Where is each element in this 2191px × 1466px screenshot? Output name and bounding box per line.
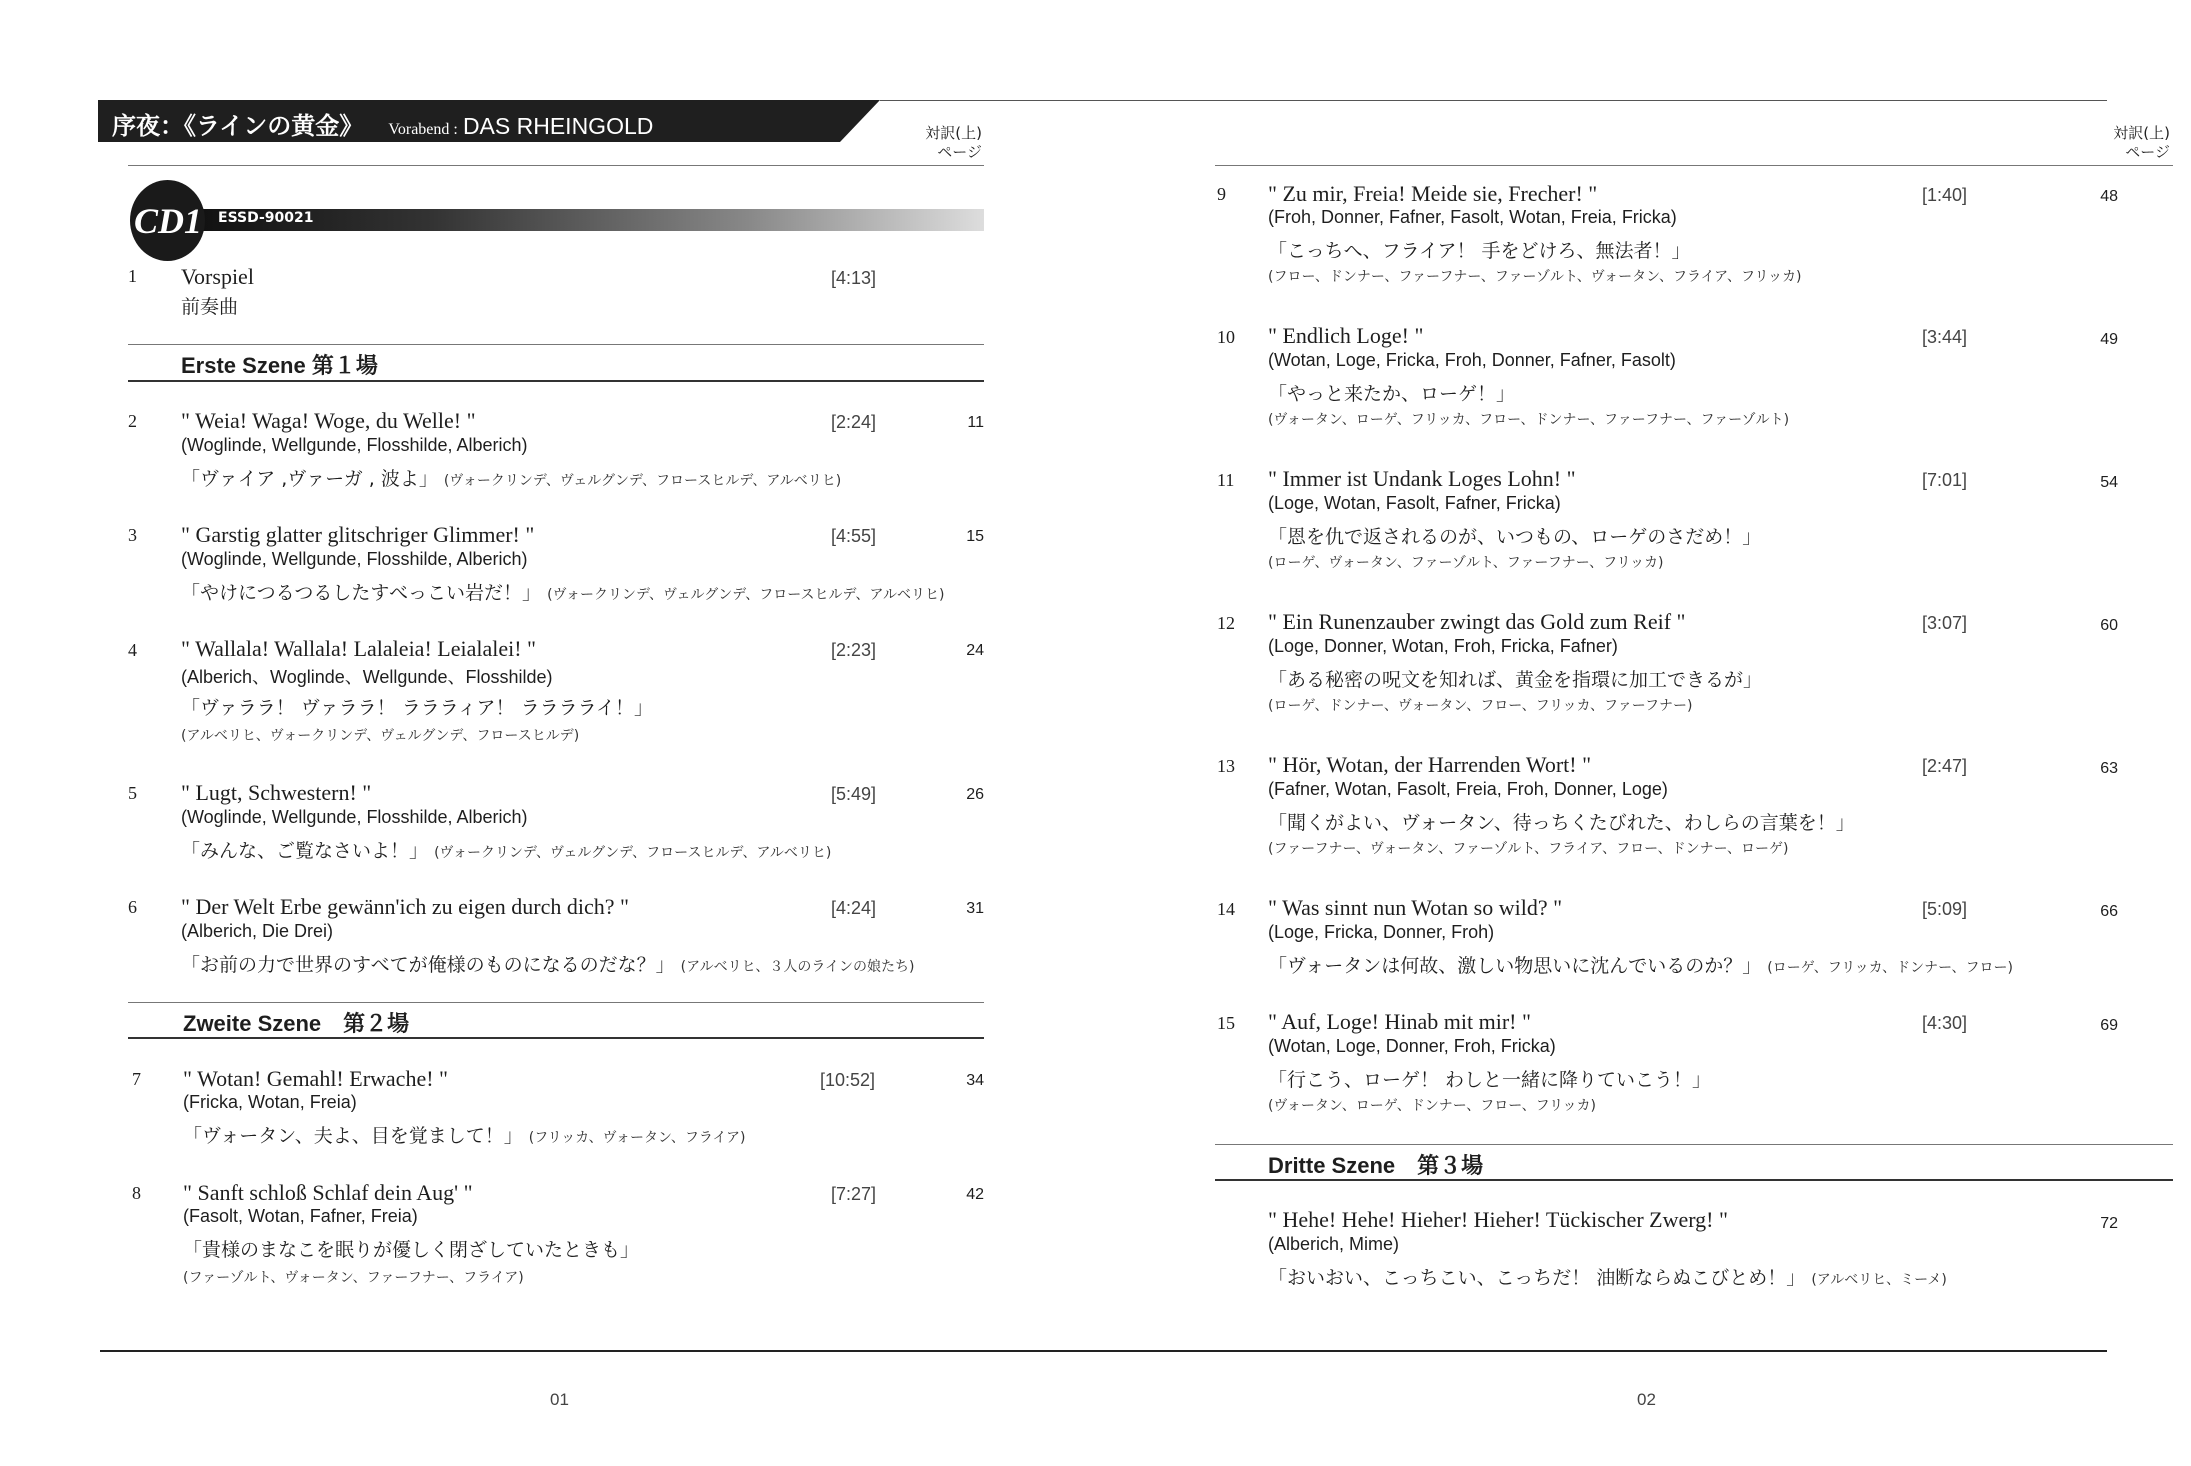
- track-title: " Endlich Loge! ": [1268, 323, 1424, 348]
- track-cast-ja: (ローゲ、フリッカ、ドンナー、フロー): [1767, 960, 2013, 976]
- track-title-ja: [183, 1121, 746, 1148]
- track-cast: (Wotan, Loge, Donner, Froh, Fricka): [1268, 1036, 1556, 1056]
- track-cast-ja: (ローゲ、ヴォータン、ファーゾルト、ファーフナー、フリッカ): [1268, 555, 1664, 571]
- track-title-ja: [1268, 951, 2013, 978]
- track-cast: (Wotan, Loge, Fricka, Froh, Donner, Fafner, Fasolt): [1268, 350, 1676, 370]
- header-rule: [880, 100, 1095, 101]
- header-title: [112, 106, 653, 141]
- track-cast-ja: (ファーフナー、ヴォータン、ファーゾルト、フライア、フロー、ドンナー、ローゲ): [1268, 841, 1789, 857]
- header-rule: [1095, 100, 2107, 101]
- track-page: 48: [2100, 188, 2118, 205]
- track-cast: (Alberich, Mime): [1268, 1234, 1400, 1254]
- track-title: " Wallala! Wallala! Lalaleia! Leialalei! ": [181, 636, 537, 661]
- track-number: 12: [1217, 613, 1235, 633]
- track-page: 11: [967, 414, 984, 431]
- track-page: 54: [2100, 474, 2118, 491]
- track-cast: (Froh, Donner, Fafner, Fasolt, Wotan, Freia, Fricka): [1268, 207, 1677, 227]
- track-title-ja-text: 「お前の力で世界のすべてが俺様のものになるのだな？」: [181, 954, 675, 976]
- track-title-ja-text: 「ヴォータンは何故、激しい物思いに沈んでいるのか？」: [1268, 955, 1762, 977]
- track-cast-ja: (フリッカ、ヴォータン、フライア): [528, 1130, 746, 1146]
- track-number: 4: [128, 640, 137, 660]
- track-cast: (Woglinde, Wellgunde, Flosshilde, Alberich): [181, 807, 528, 827]
- track-number: 11: [1217, 470, 1235, 490]
- track-time: [7:01]: [1922, 470, 1968, 490]
- track-page: 63: [2100, 760, 2118, 777]
- footer-rule: [100, 1350, 1095, 1352]
- track-title-ja: 「貴様のまなこを眠りが優しく閉ざしていたときも」: [183, 1239, 640, 1261]
- track-number: 7: [132, 1069, 141, 1089]
- track-cast-ja: (アルベリヒ、３人のラインの娘たち): [680, 959, 915, 975]
- track-title-ja: [1268, 1263, 1947, 1290]
- track-time: [4:30]: [1922, 1013, 1968, 1033]
- track-title: " Sanft schloß Schlaf dein Aug' ": [183, 1180, 473, 1205]
- track-title-ja-text: 「おいおい、こっちこい、こっちだ！ 油断ならぬこびとめ！」: [1268, 1267, 1806, 1289]
- track-time: [4:13]: [831, 268, 877, 288]
- track-number: 6: [128, 897, 137, 917]
- track-title-ja-text: 「ヴァイア ,ヴァーガ , 波よ」: [181, 468, 438, 490]
- track-title-ja: 「ある秘密の呪文を知れば、黄金を指環に加工できるが」: [1268, 669, 1763, 691]
- track-title: " Der Welt Erbe gewänn'ich zu eigen durch dich? ": [181, 894, 629, 919]
- track-number: 9: [1217, 184, 1226, 204]
- header-bar: [98, 100, 880, 142]
- track-time: [1:40]: [1922, 185, 1968, 205]
- track-page: 34: [966, 1072, 984, 1089]
- track-time: [5:09]: [1922, 899, 1968, 919]
- track-page: 26: [966, 786, 984, 803]
- track-title: " Weia! Waga! Woge, du Welle! ": [181, 408, 476, 433]
- track-number: 8: [132, 1183, 141, 1203]
- track-title: " Was sinnt nun Wotan so wild? ": [1268, 895, 1563, 920]
- track-cast: (Woglinde, Wellgunde, Flosshilde, Alberich): [181, 549, 528, 569]
- track-title: " Hehe! Hehe! Hieher! Hieher! Tückischer Zwerg! ": [1268, 1207, 1728, 1232]
- track-time: [4:24]: [831, 898, 877, 918]
- track-cast: (Fafner, Wotan, Fasolt, Freia, Froh, Donner, Loge): [1268, 779, 1668, 799]
- track-cast-ja: (ヴォークリンデ、ヴェルグンデ、フロースヒルデ、アルベリヒ): [434, 845, 832, 861]
- track-title: " Wotan! Gemahl! Erwache! ": [183, 1066, 449, 1091]
- track-title-ja: 「恩を仇で返されるのが、いつもの、ローゲのさだめ！」: [1268, 526, 1762, 548]
- scene-divider: [128, 1002, 984, 1003]
- cd-label-text: CD: [133, 201, 184, 241]
- cd-number: 1: [184, 201, 202, 241]
- track-time: [10:52]: [820, 1070, 876, 1090]
- track-title: Vorspiel: [181, 264, 254, 289]
- track-time: [5:49]: [831, 784, 877, 804]
- track-subtitle-ja: 前奏曲: [181, 296, 239, 318]
- track-page: 72: [2100, 1215, 2118, 1232]
- track-page: 15: [966, 528, 984, 545]
- track-title-ja: [181, 578, 944, 605]
- cd-label: [132, 200, 204, 242]
- track-page: 24: [966, 642, 984, 659]
- scene-rule: [128, 380, 984, 382]
- track-page: 31: [966, 900, 984, 917]
- track-cast-ja: (ヴォータン、ローゲ、フリッカ、フロー、ドンナー、ファーフナー、ファーゾルト): [1268, 412, 1790, 428]
- cd-strip: [196, 209, 984, 231]
- track-cast-ja: (アルベリヒ、ヴォークリンデ、ヴェルグンデ、フロースヒルデ): [181, 728, 580, 744]
- track-title: " Zu mir, Freia! Meide sie, Frecher! ": [1268, 181, 1598, 206]
- track-cast: (Woglinde, Wellgunde, Flosshilde, Alberich): [181, 435, 528, 455]
- header-title-ja: 序夜：《ラインの黄金》: [112, 112, 364, 140]
- track-title: " Ein Runenzauber zwingt das Gold zum Reif ": [1268, 609, 1686, 634]
- track-number: 10: [1217, 327, 1235, 347]
- scene-rule: [128, 1037, 984, 1039]
- scene-title-erste: Erste Szene 第１場: [181, 353, 378, 378]
- track-page: 49: [2100, 331, 2118, 348]
- track-number: 5: [128, 783, 137, 803]
- track-title-ja: 「やっと来たか、ローゲ！」: [1268, 383, 1516, 405]
- track-title-ja: [181, 836, 831, 863]
- track-cast-ja: (ヴォータン、ローゲ、ドンナー、フロー、フリッカ): [1268, 1098, 1597, 1114]
- track-page: 69: [2100, 1017, 2118, 1034]
- track-number: 3: [128, 525, 137, 545]
- track-title: " Immer ist Undank Loges Lohn! ": [1268, 466, 1576, 491]
- track-page: 42: [966, 1186, 984, 1203]
- track-page: 60: [2100, 617, 2118, 634]
- track-title: " Auf, Loge! Hinab mit mir! ": [1268, 1009, 1531, 1034]
- track-title-ja-text: 「やけにつるつるしたすべっこい岩だ！」: [181, 582, 542, 604]
- scene-divider: [1215, 1144, 2173, 1145]
- page-number: 02: [1637, 1390, 1656, 1409]
- left-page: [0, 0, 1095, 1466]
- track-title: " Lugt, Schwestern! ": [181, 780, 372, 805]
- track-cast: (Alberich、Woglinde、Wellgunde、Flosshilde): [181, 667, 553, 687]
- track-title-ja-text: 「ヴォータン、夫よ、目を覚まして！」: [183, 1125, 523, 1147]
- track-number: 14: [1217, 899, 1235, 919]
- page-column-label: 対訳(上) ページ: [925, 124, 982, 161]
- track-number: 13: [1217, 756, 1235, 776]
- track-cast: (Alberich, Die Drei): [181, 921, 334, 941]
- footer-rule: [1095, 1350, 2107, 1352]
- track-cast-ja: (ヴォークリンデ、ヴェルグンデ、フロースヒルデ、アルベリヒ): [443, 473, 842, 489]
- top-divider: [1215, 165, 2173, 166]
- track-number: 15: [1217, 1013, 1235, 1033]
- track-title: " Hör, Wotan, der Harrenden Wort! ": [1268, 752, 1592, 777]
- track-title-ja: [181, 464, 841, 491]
- track-time: [3:07]: [1922, 613, 1968, 633]
- track-title-ja: 「行こう、ローゲ！ わしと一緒に降りていこう！」: [1268, 1069, 1712, 1091]
- track-cast: (Loge, Donner, Wotan, Froh, Fricka, Fafner): [1268, 636, 1618, 656]
- track-title-ja-text: 「みんな、ご覧なさいよ！」: [181, 840, 429, 862]
- track-cast: (Loge, Fricka, Donner, Froh): [1268, 922, 1495, 942]
- page-column-label: 対訳(上) ページ: [2113, 124, 2170, 161]
- track-cast-ja: (フロー、ドンナー、ファーフナー、ファーゾルト、ヴォータン、フライア、フリッカ): [1268, 269, 1802, 285]
- track-number: 1: [128, 266, 137, 286]
- track-time: [2:23]: [831, 640, 877, 660]
- track-cast-ja: (ローゲ、ドンナー、ヴォータン、フロー、フリッカ、ファーフナー): [1268, 698, 1693, 714]
- track-cast-ja: (アルベリヒ、ミーメ): [1811, 1272, 1947, 1288]
- track-time: [3:44]: [1922, 327, 1968, 347]
- track-title-ja: 「こっちへ、フライア！ 手をどけろ、無法者！」: [1268, 240, 1691, 262]
- right-page: [1095, 0, 2191, 1466]
- track-time: [2:24]: [831, 412, 877, 432]
- header-title-sub: Vorabend :: [388, 121, 458, 138]
- track-title-ja: 「ヴァララ！ ヴァララ！ ラララィア！ ラララライ！」: [181, 697, 654, 719]
- scene-divider: [128, 344, 984, 345]
- track-cast: (Fricka, Wotan, Freia): [183, 1092, 357, 1112]
- cd-catalog-code: ESSD-90021: [218, 210, 314, 226]
- track-title-ja: 「聞くがよい、ヴォータン、待っちくたびれた、わしらの言葉を！」: [1268, 812, 1855, 834]
- top-divider: [128, 165, 984, 166]
- scene-title-dritte: Dritte Szene 第３場: [1268, 1153, 1484, 1178]
- track-cast-ja: (ヴォークリンデ、ヴェルグンデ、フロースヒルデ、アルベリヒ): [547, 587, 945, 603]
- track-title: " Garstig glatter glitschriger Glimmer! ": [181, 522, 535, 547]
- track-title-ja: [181, 950, 914, 977]
- track-cast-ja: (ファーゾルト、ヴォータン、ファーフナー、フライア): [183, 1270, 524, 1286]
- track-time: [4:55]: [831, 526, 877, 546]
- scene-title-zweite: Zweite Szene 第２場: [183, 1011, 410, 1036]
- track-time: [7:27]: [831, 1184, 877, 1204]
- track-page: 66: [2100, 903, 2118, 920]
- page-number: 01: [550, 1390, 569, 1409]
- track-number: 2: [128, 411, 137, 431]
- scene-rule: [1215, 1179, 2173, 1181]
- track-cast: (Fasolt, Wotan, Fafner, Freia): [183, 1206, 418, 1226]
- track-time: [2:47]: [1922, 756, 1968, 776]
- track-cast: (Loge, Wotan, Fasolt, Fafner, Fricka): [1268, 493, 1561, 513]
- header-title-en: DAS RHEINGOLD: [462, 113, 654, 139]
